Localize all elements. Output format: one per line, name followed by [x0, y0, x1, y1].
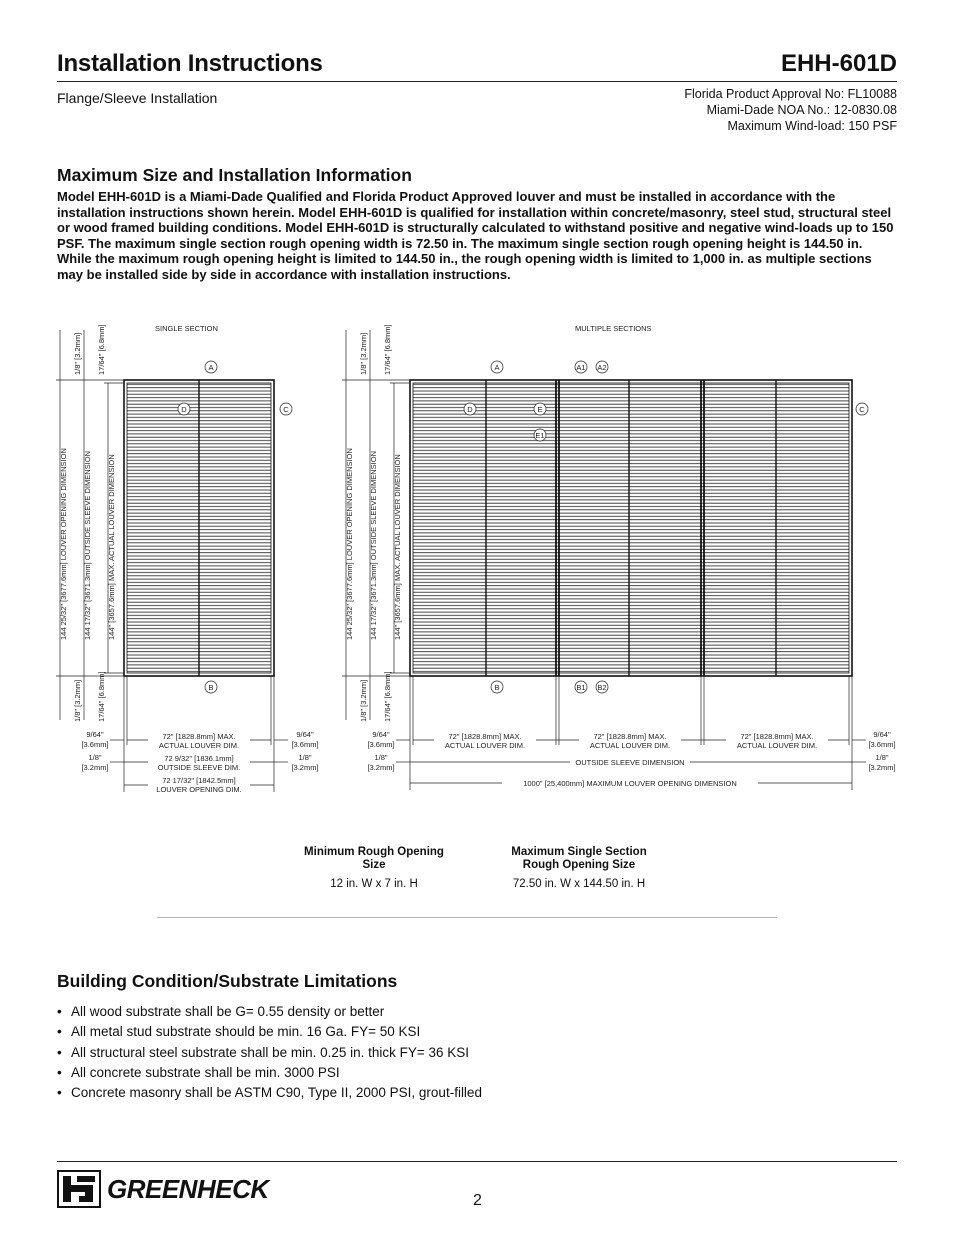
spec-min-title: Minimum Rough Opening Size — [304, 846, 444, 871]
spec-max-value: 72.50 in. W x 144.50 in. H — [512, 878, 646, 890]
max-size-paragraph: Model EHH-601D is a Miami-Dade Qualified and Florida Product Approved louver and must be installed in accordance with the installation instructions shown herein. Model EHH-601D is qualified for installation within concrete/masonry, steel stud, structural steel or wood framed building conditions. Model EHH-601D is structurally calculated to withstand positive and negative wind-loads up to 150 PSF. The maximum single section rough opening width is 72.50 in. The maximum single section rough opening height is 144.50 in. While the maximum rough opening height is limited to 144.50 in., the rough opening width is limited to 1,000 in. as multiple sections may be installed side by side in accordance with installation instructions. — [57, 189, 894, 282]
list-item: • Concrete masonry shall be ASTM C90, Type II, 2000 PSI, grout-filled — [57, 1083, 482, 1103]
greenheck-mark-icon — [57, 1170, 101, 1208]
approval-windload: Maximum Wind-load: 150 PSF — [727, 119, 897, 133]
callout-d-label: D — [181, 405, 187, 414]
multi-actual-width-3b: ACTUAL LOUVER DIM. — [736, 741, 818, 750]
single-louver-opening-dim: 144 25/32" [3677.6mm] LOUVER OPENING DIMENSION — [59, 448, 68, 640]
single-top-17-64: 17/64" [6.8mm] — [97, 324, 106, 375]
list-item: • All concrete substrate shall be min. 3000 PSI — [57, 1063, 482, 1083]
single-right-3-6mm: [3.6mm] — [291, 740, 319, 749]
multi-louver-opening-dim: 144 25/32" [3677.6mm] LOUVER OPENING DIMENSION — [345, 448, 354, 640]
footer-rule — [57, 1161, 897, 1162]
multi-left-9-64: 9/64" — [372, 730, 390, 739]
spec-max-single-section — [494, 846, 664, 891]
approval-florida: Florida Product Approval No: FL10088 — [684, 87, 897, 101]
brand-wordmark: GREENHECK — [107, 1173, 269, 1204]
single-left-3-2mm: [3.2mm] — [81, 763, 109, 772]
single-outside-sleeve-dim: 144 17/32" [3671.3mm] OUTSIDE SLEEVE DIMENSION — [83, 451, 92, 640]
multi-top-17-64: 17/64" [6.8mm] — [383, 324, 392, 375]
single-bottom-17-64: 17/64" [6.8mm] — [97, 671, 106, 722]
spec-min-rough-opening — [299, 846, 449, 891]
single-top-1-8: 1/8" [3.2mm] — [73, 332, 82, 375]
single-louver-frame — [124, 380, 274, 676]
model-number: EHH-601D — [780, 50, 897, 77]
multi-actual-width-2b: ACTUAL LOUVER DIM. — [589, 741, 671, 750]
single-right-3-2mm: [3.2mm] — [291, 763, 319, 772]
multi-actual-width-1a: 72" [1828.8mm] MAX. — [448, 732, 522, 741]
single-sleeve-width-a: 72 9/32" [1836.1mm] — [164, 754, 234, 763]
approval-miami-dade: Miami-Dade NOA No.: 12-0830.08 — [706, 103, 897, 117]
spec-max-title: Maximum Single Section Rough Opening Size — [511, 846, 647, 871]
multi-outside-sleeve-dim: 144 17/32" [3671.3mm] OUTSIDE SLEEVE DIMENSION — [369, 451, 378, 640]
multi-right-1-8: 1/8" — [875, 753, 889, 762]
multi-right-3-6mm: [3.6mm] — [868, 740, 896, 749]
list-item: • All structural steel substrate shall be min. 0.25 in. thick FY= 36 KSI — [57, 1043, 482, 1063]
spec-min-value: 12 in. W x 7 in. H — [330, 878, 418, 890]
installation-drawing — [0, 300, 954, 810]
section-heading-max-size: Maximum Size and Installation Information — [57, 165, 412, 185]
multi-bottom-1-8: 1/8" [3.2mm] — [359, 679, 368, 722]
multi-sleeve-width: OUTSIDE SLEEVE DIMENSION — [575, 758, 685, 767]
substrate-list — [57, 1002, 482, 1103]
callout-c-label: C — [283, 405, 289, 414]
multi-actual-width-1b: ACTUAL LOUVER DIM. — [444, 741, 526, 750]
multi-actual-louver-dim: 144" [3657.6mm] MAX. ACTUAL LOUVER DIMENSION — [393, 454, 402, 640]
single-left-1-8: 1/8" — [88, 753, 102, 762]
multi-section-title: MULTIPLE SECTIONS — [575, 324, 652, 333]
multi-top-1-8: 1/8" [3.2mm] — [359, 332, 368, 375]
multi-callout-d: D — [467, 405, 473, 414]
callout-a-label: A — [208, 363, 214, 372]
multi-right-3-2mm: [3.2mm] — [868, 763, 896, 772]
multi-left-3-2mm: [3.2mm] — [367, 763, 395, 772]
multi-callout-b: B — [494, 683, 500, 692]
multi-actual-width-3a: 72" [1828.8mm] MAX. — [740, 732, 814, 741]
approval-info — [684, 86, 897, 134]
multi-right-9-64: 9/64" — [873, 730, 891, 739]
greenheck-logo — [57, 1170, 269, 1208]
multi-callout-a2: A2 — [597, 363, 607, 372]
list-item: • All wood substrate shall be G= 0.55 density or better — [57, 1002, 482, 1022]
single-section-title: SINGLE SECTION — [155, 324, 218, 333]
multi-left-1-8: 1/8" — [374, 753, 388, 762]
list-item: • All metal stud substrate should be min. 16 Ga. FY= 50 KSI — [57, 1022, 482, 1042]
single-left-9-64: 9/64" — [86, 730, 104, 739]
multi-callout-a1: A1 — [576, 363, 586, 372]
multi-callout-b2: B2 — [597, 683, 607, 692]
single-opening-width-a: 72 17/32" [1842.5mm] — [162, 776, 236, 785]
multi-opening-width: 1000" [25,400mm] MAXIMUM LOUVER OPENING DIMENSION — [523, 779, 737, 788]
single-left-3-6mm: [3.6mm] — [81, 740, 109, 749]
single-actual-width-a: 72" [1828.8mm] MAX. — [162, 732, 236, 741]
single-actual-louver-dim: 144" [3657.6mm] MAX. ACTUAL LOUVER DIMENSION — [107, 454, 116, 640]
single-sleeve-width-b: OUTSIDE SLEEVE DIM. — [157, 763, 241, 772]
multi-louver-frame — [410, 380, 852, 676]
multi-callout-a: A — [494, 363, 500, 372]
single-right-9-64: 9/64" — [296, 730, 314, 739]
section-heading-substrate: Building Condition/Substrate Limitations — [57, 971, 398, 991]
multi-left-3-6mm: [3.6mm] — [367, 740, 395, 749]
page-title: Installation Instructions — [57, 50, 323, 77]
single-actual-width-b: ACTUAL LOUVER DIM. — [158, 741, 240, 750]
multi-callout-e1: E1 — [535, 431, 545, 440]
single-right-1-8: 1/8" — [298, 753, 312, 762]
single-bottom-1-8: 1/8" [3.2mm] — [73, 679, 82, 722]
multi-bottom-17-64: 17/64" [6.8mm] — [383, 671, 392, 722]
section-divider — [157, 917, 777, 918]
multi-actual-width-2a: 72" [1828.8mm] MAX. — [593, 732, 667, 741]
page-number: 2 — [473, 1192, 482, 1209]
subtitle: Flange/Sleeve Installation — [57, 90, 218, 106]
callout-b-label: B — [208, 683, 214, 692]
header-rule — [57, 81, 897, 82]
multi-callout-e: E — [537, 405, 543, 414]
single-opening-width-b: LOUVER OPENING DIM. — [156, 785, 242, 794]
multi-callout-b1: B1 — [576, 683, 586, 692]
multi-callout-c: C — [859, 405, 865, 414]
